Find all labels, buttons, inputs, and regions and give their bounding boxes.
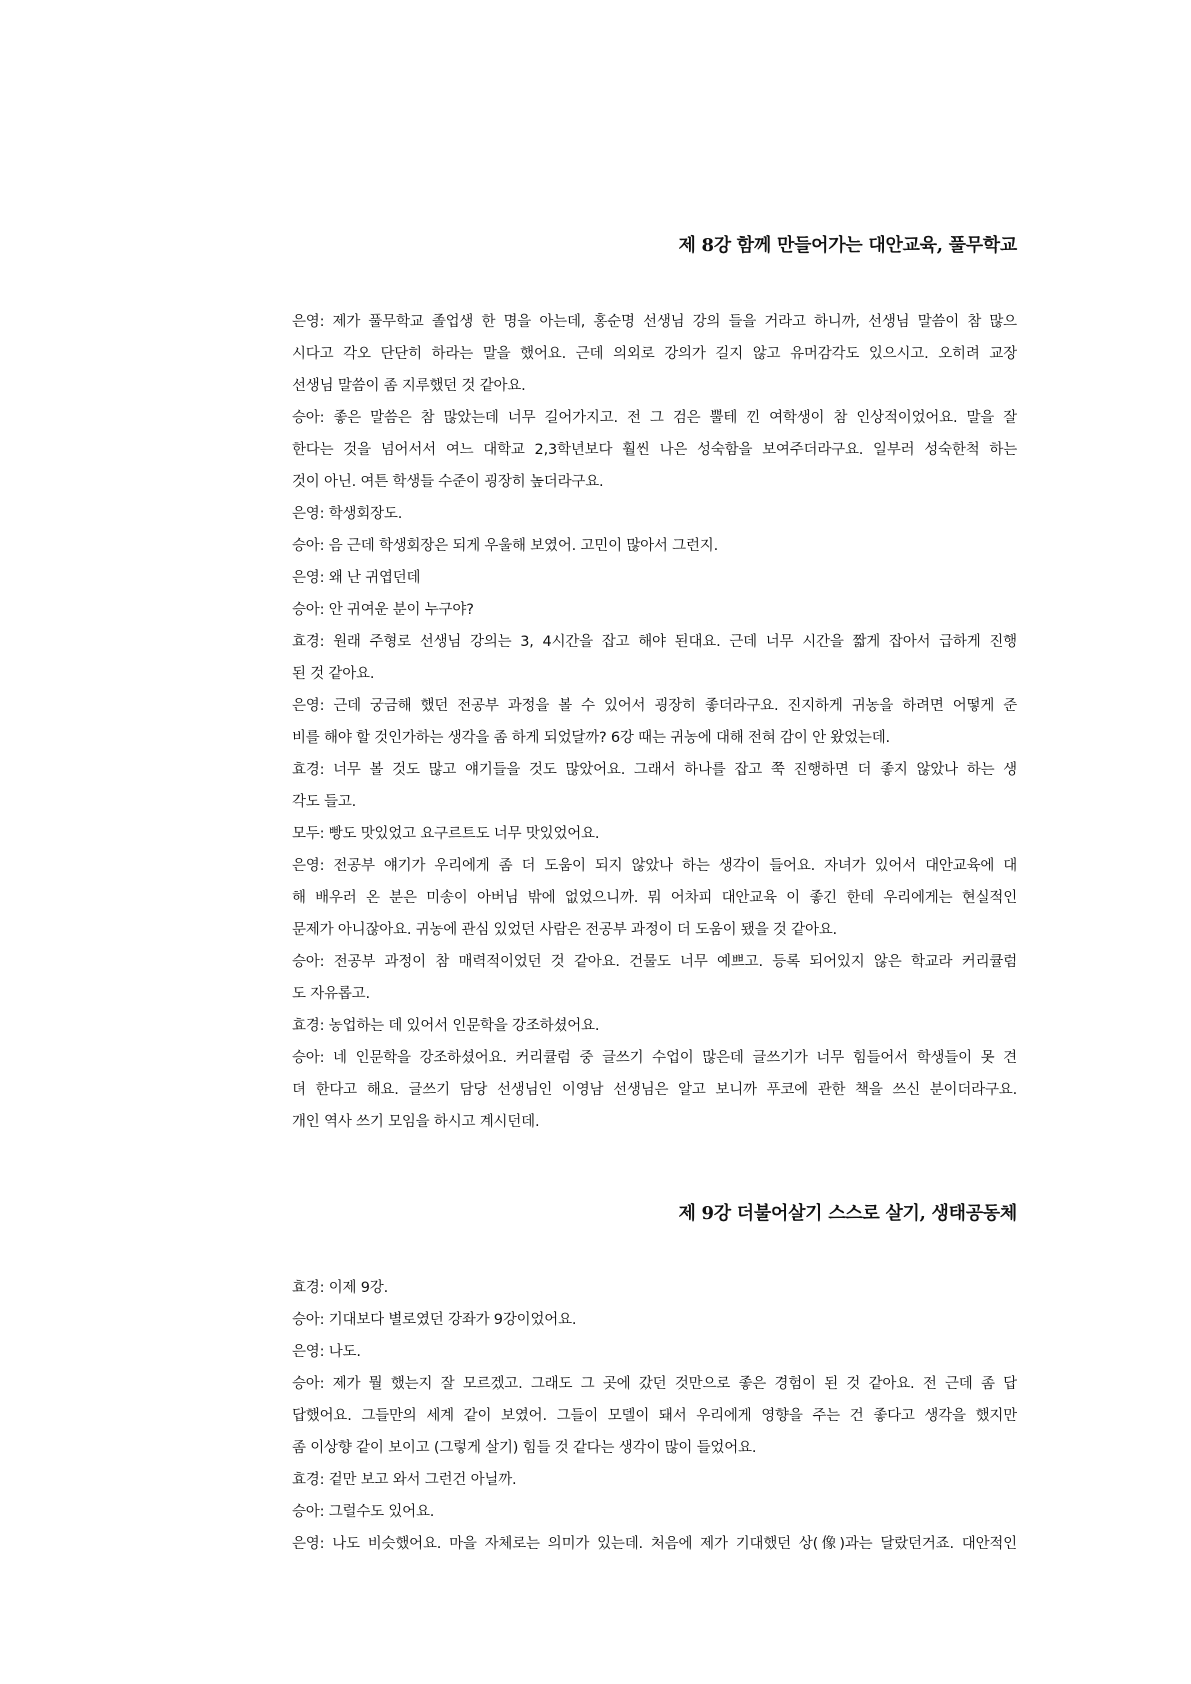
dialogue-line: 것이 아닌. 여튼 학생들 수준이 굉장히 높더라구요. [292,474,604,490]
dialogue-line: 도 자유롭고. [292,986,370,1002]
dialogue-line: 승아: 네 인문학을 강조하셨어요. 커리큘럼 중 글쓰기 수업이 많은데 글쓰기가 너무 힘들어서 학생들이 못 견 [292,1050,1017,1066]
dialogue-line: 시다고 각오 단단히 하라는 말을 했어요. 근데 의외로 강의가 길지 않고 유머감각도 있으시고. 오히려 교장 [292,346,1017,362]
dialogue-line: 효경: 너무 볼 것도 많고 얘기들을 것도 많았어요. 그래서 하나를 잡고 쭉 진행하면 더 좋지 않았나 하는 생 [292,762,1017,778]
dialogue-line: 승아: 제가 뭘 했는지 잘 모르겠고. 그래도 그 곳에 갔던 것만으로 좋은 경험이 된 것 같아요. 전 근데 좀 답 [292,1376,1017,1392]
dialogue-line: 답했어요. 그들만의 세계 같이 보였어. 그들이 모델이 돼서 우리에게 영향을 주는 건 좋다고 생각을 했지만 [292,1408,1017,1424]
dialogue-line: 효경: 이제 9강. [292,1280,388,1296]
dialogue-line: 비를 해야 할 것인가하는 생각을 좀 하게 되었달까? 6강 때는 귀농에 대해 전혀 감이 안 왔었는데. [292,730,890,746]
dialogue-line: 승아: 좋은 말씀은 참 많았는데 너무 길어가지고. 전 그 검은 뿔테 낀 여학생이 참 인상적이었어요. 말을 잘 [292,410,1017,426]
dialogue-line: 승아: 그럴수도 있어요. [292,1504,435,1520]
dialogue-line: 승아: 안 귀여운 분이 누구야? [292,602,474,618]
dialogue-line: 은영: 전공부 얘기가 우리에게 좀 더 도움이 되지 않았나 하는 생각이 들어요. 자녀가 있어서 대안교육에 대 [292,858,1017,874]
dialogue-line: 은영: 왜 난 귀엽던데 [292,570,421,586]
dialogue-line: 은영: 학생회장도. [292,506,403,522]
dialogue-line: 모두: 빵도 맛있었고 요구르트도 너무 맛있었어요. [292,826,600,842]
dialogue-line: 개인 역사 쓰기 모임을 하시고 계시던데. [292,1114,540,1130]
section-lecture-9 [292,1200,1017,1560]
dialogue-line: 해 배우러 온 분은 미송이 아버님 밖에 없었으니까. 뭐 어차피 대안교육 이 좋긴 한데 우리에게는 현실적인 [292,890,1017,906]
dialogue-list [292,306,1017,1138]
section-lecture-8 [292,232,1017,1138]
dialogue-line: 문제가 아니잖아요. 귀농에 관심 있었던 사람은 전공부 과정이 더 도움이 됐을 것 같아요. [292,922,837,938]
dialogue-list [292,1272,1017,1560]
dialogue-line: 승아: 기대보다 별로였던 강좌가 9강이었어요. [292,1312,577,1328]
dialogue-line: 좀 이상향 같이 보이고 (그렇게 살기) 힘들 것 같다는 생각이 많이 들었어요. [292,1440,757,1456]
dialogue-line: 효경: 겉만 보고 와서 그런건 아닐까. [292,1472,517,1488]
dialogue-line: 한다는 것을 넘어서서 여느 대학교 2,3학년보다 훨씬 나은 성숙함을 보여주더라구요. 일부러 성숙한척 하는 [292,442,1017,458]
dialogue-line: 각도 들고. [292,794,357,810]
dialogue-line: 은영: 근데 궁금해 했던 전공부 과정을 볼 수 있어서 굉장히 좋더라구요. 진지하게 귀농을 하려면 어떻게 준 [292,698,1017,714]
dialogue-line: 효경: 농업하는 데 있어서 인문학을 강조하셨어요. [292,1018,600,1034]
dialogue-line: 승아: 전공부 과정이 참 매력적이었던 것 같아요. 건물도 너무 예쁘고. 등록 되어있지 않은 학교라 커리큘럼 [292,954,1017,970]
dialogue-line: 된 것 같아요. [292,666,375,682]
section-title: 제 9강 더불어살기 스스로 살기, 생태공동체 [678,1203,1017,1224]
section-title: 제 8강 함께 만들어가는 대안교육, 풀무학교 [678,235,1017,256]
dialogue-line: 은영: 나도. [292,1344,361,1360]
dialogue-line: 효경: 원래 주형로 선생님 강의는 3, 4시간을 잡고 해야 된대요. 근데 너무 시간을 짧게 잡아서 급하게 진행 [292,634,1017,650]
dialogue-line: 은영: 제가 풀무학교 졸업생 한 명을 아는데, 홍순명 선생님 강의 들을 거라고 하니까, 선생님 말씀이 참 많으 [292,314,1017,330]
dialogue-line: 선생님 말씀이 좀 지루했던 것 같아요. [292,378,526,394]
dialogue-line: 뎌 한다고 해요. 글쓰기 담당 선생님인 이영남 선생님은 알고 보니까 푸코에 관한 책을 쓰신 분이더라구요. [292,1082,1017,1098]
dialogue-line: 승아: 음 근데 학생회장은 되게 우울해 보였어. 고민이 많아서 그런지. [292,538,718,554]
dialogue-line: 은영: 나도 비슷했어요. 마을 자체로는 의미가 있는데. 처음에 제가 기대했던 상(像)과는 달랐던거죠. 대안적인 [292,1536,1017,1552]
